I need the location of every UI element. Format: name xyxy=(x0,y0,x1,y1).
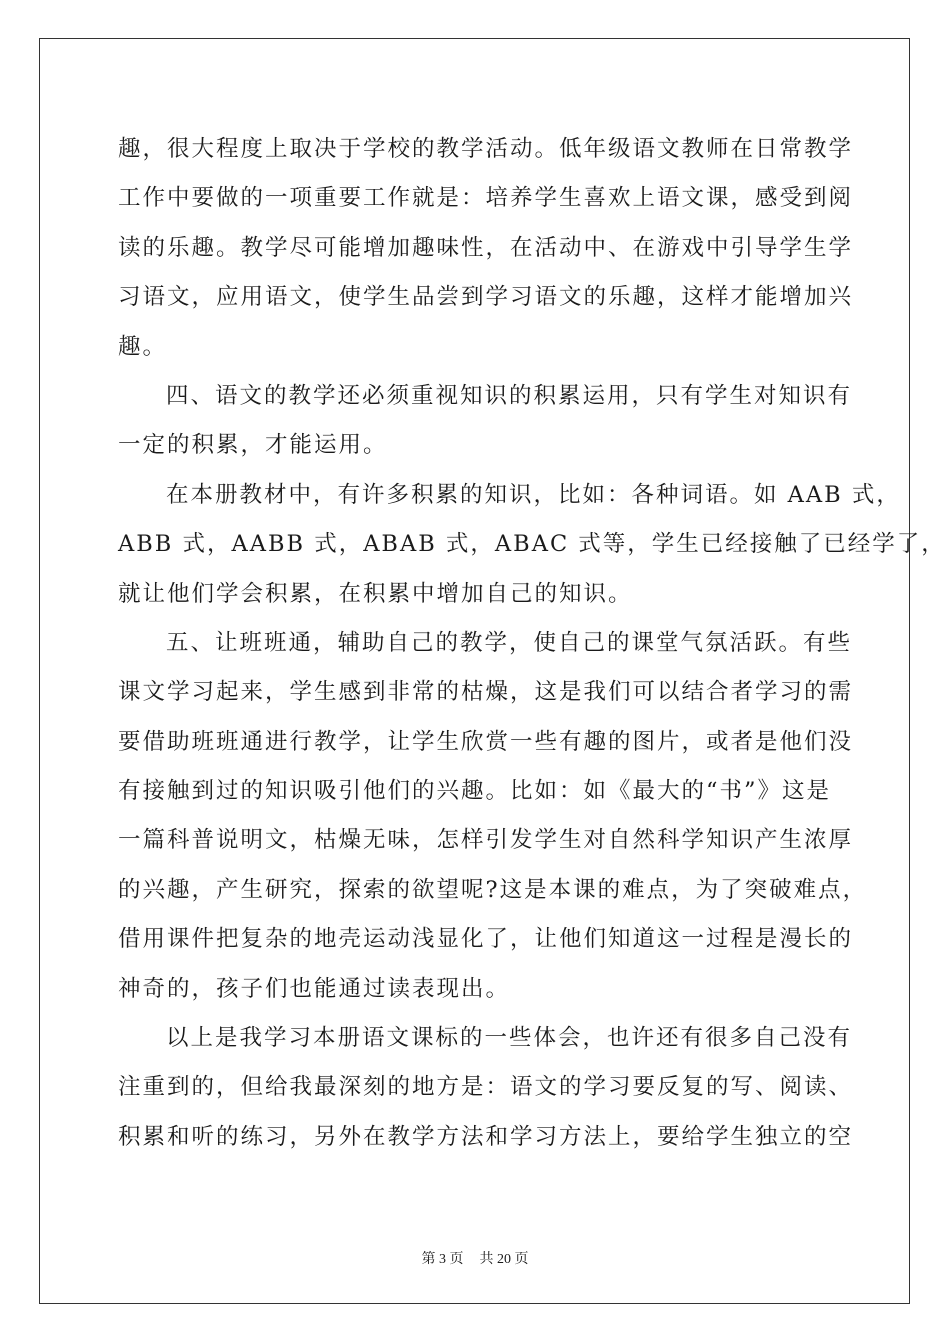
text-line: 借用课件把复杂的地壳运动浅显化了，让他们知道这一过程是漫长的 xyxy=(118,926,854,953)
text-line: 一定的积累，才能运用。 xyxy=(118,432,388,459)
text-line: 积累和听的练习，另外在教学方法和学习方法上，要给学生独立的空 xyxy=(118,1123,854,1150)
text-line: 要借助班班通进行教学，让学生欣赏一些有趣的图片，或者是他们没 xyxy=(118,728,854,755)
text-line: 四、语文的教学还必须重视知识的积累运用，只有学生对知识有 xyxy=(166,382,853,409)
text-line: 神奇的，孩子们也能通过读表现出。 xyxy=(118,975,511,1002)
text-line: 一篇科普说明文，枯燥无味，怎样引发学生对自然科学知识产生浓厚 xyxy=(118,827,854,854)
document-body xyxy=(118,125,946,1162)
text-line: 课文学习起来，学生感到非常的枯燥，这是我们可以结合者学习的需 xyxy=(118,679,854,706)
page-total: 共 20 页 xyxy=(479,1252,529,1267)
text-line: 在本册教材中，有许多积累的知识，比如：各种词语。如 AAB 式， xyxy=(166,481,901,508)
page-number: 第 3 页 xyxy=(421,1252,464,1267)
text-line: 五、让班班通，辅助自己的教学，使自己的课堂气氛活跃。有些 xyxy=(166,629,853,656)
text-line: 的兴趣，产生研究，探索的欲望呢?这是本课的难点，为了突破难点， xyxy=(118,876,868,903)
text-line: 趣，很大程度上取决于学校的教学活动。低年级语文教师在日常教学 xyxy=(118,136,854,162)
text-line: 注重到的，但给我最深刻的地方是：语文的学习要反复的写、阅读、 xyxy=(118,1074,854,1101)
text-line: 就让他们学会积累，在积累中增加自己的知识。 xyxy=(118,580,633,607)
page-footer xyxy=(0,1248,950,1268)
text-line: 趣。 xyxy=(118,333,168,360)
text-line: 习语文，应用语文，使学生品尝到学习语文的乐趣，这样才能增加兴 xyxy=(118,284,854,311)
text-line: 读的乐趣。教学尽可能增加趣味性，在活动中、在游戏中引导学生学 xyxy=(118,234,854,261)
text-line: 工作中要做的一项重要工作就是：培养学生喜欢上语文课，感受到阅 xyxy=(118,185,854,212)
text-line: ABB 式，AABB 式，ABAB 式，ABAC 式等，学生已经接触了已经学了， xyxy=(118,531,946,558)
text-line: 有接触到过的知识吸引他们的兴趣。比如：如《最大的“书”》这是 xyxy=(118,778,832,805)
text-line: 以上是我学习本册语文课标的一些体会，也许还有很多自己没有 xyxy=(166,1025,853,1052)
